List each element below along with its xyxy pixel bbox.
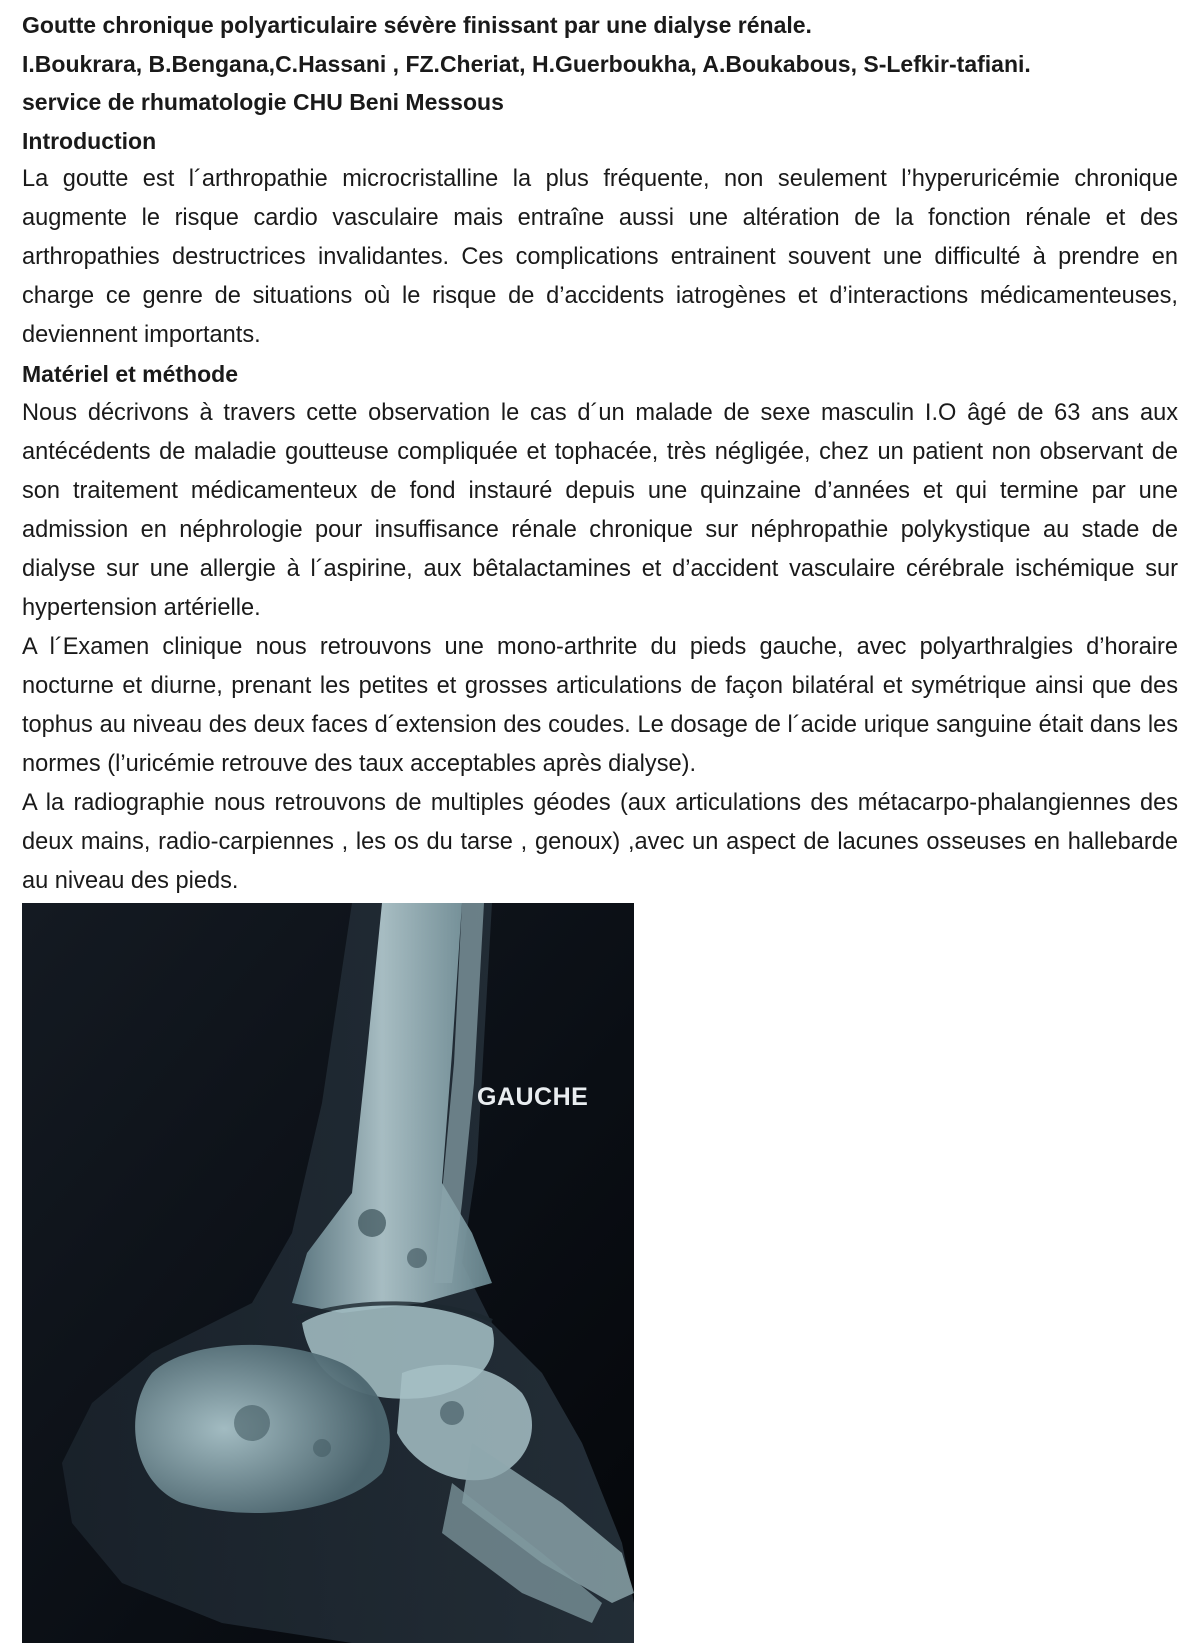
section-heading-introduction: Introduction — [22, 127, 157, 154]
ankle-xray-figure — [22, 903, 634, 1643]
xray-image — [22, 903, 634, 1643]
affiliation: service de rhumatologie CHU Beni Messous — [22, 89, 504, 115]
introduction-paragraph: La goutte est l´arthropathie microcristalline la plus fréquente, non seulement l’hyperuricémie chronique augmente le risque cardio vasculaire mais entraîne aussi une altération de la fonction rénale et des arthropathies destructrices invalidantes. Ces complications entrainent souvent une difficulté à prendre en charge ce genre de situations où le risque de d’accidents iatrogènes et d’interactions médicamenteuses, deviennent importants. — [22, 166, 1178, 348]
xray-side-label: GAUCHE — [477, 1083, 589, 1111]
section-heading-methods: Matériel et méthode — [22, 361, 238, 387]
article — [22, 6, 1178, 901]
methods-paragraph-case: Nous décrivons à travers cette observation le cas d´un malade de sexe masculin I.O âgé de 63 ans aux antécédents de maladie goutteuse compliquée et tophacée, très négligée, chez un patient non observant de son traitement médicamenteux de fond instauré depuis une quinzaine d’années et qui termine par une admission en néphrologie pour insuffisance rénale chronique sur néphropathie polykystique au stade de dialyse sur une allergie à l´aspirine, aux bêtalactamines et d’accident vasculaire cérébrale ischémique sur hypertension artérielle. — [22, 399, 1178, 621]
methods-paragraph-clinical-exam: A l´Examen clinique nous retrouvons une mono-arthrite du pieds gauche, avec polyarthralgies d’horaire nocturne et diurne, prenant les petites et grosses articulations de façon bilatéral et symétrique ainsi que des tophus au niveau des deux faces d´extension des coudes. Le dosage de l´acide urique sanguine était dans les normes (l’uricémie retrouve des taux acceptables après dialyse). — [22, 633, 1178, 777]
methods-paragraph-radiography: A la radiographie nous retrouvons de multiples géodes (aux articulations des métacarpo-phalangiennes des deux mains, radio-carpiennes , les os du tarse , genoux) ,avec un aspect de lacunes osseuses en hallebarde au niveau des pieds. — [22, 789, 1178, 894]
author-list: I.Boukrara, B.Bengana,C.Hassani , FZ.Cheriat, H.Guerboukha, A.Boukabous, S-Lefkir-tafiani. — [22, 50, 1031, 77]
article-title: Goutte chronique polyarticulaire sévère finissant par une dialyse rénale. — [22, 12, 812, 38]
